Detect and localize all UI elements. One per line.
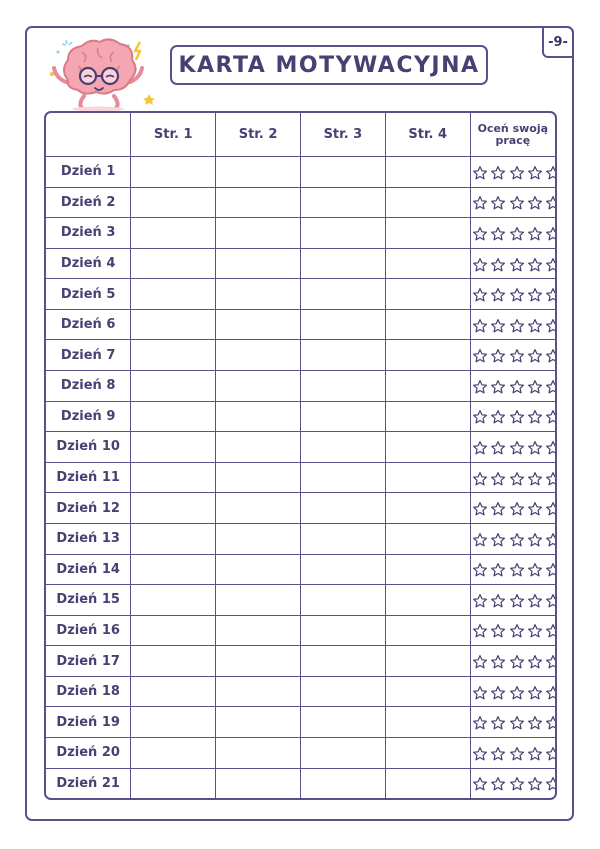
table-row	[46, 493, 555, 524]
star-outline-icon[interactable]	[490, 471, 506, 487]
star-rating[interactable]	[470, 309, 555, 340]
str2-cell[interactable]	[216, 187, 301, 218]
day-label: Dzień 13	[46, 523, 131, 554]
star-outline-icon[interactable]	[527, 685, 543, 701]
star-outline-icon[interactable]	[490, 195, 506, 211]
star-outline-icon[interactable]	[545, 318, 557, 334]
star-outline-icon[interactable]	[545, 746, 557, 762]
day-label: Dzień 18	[46, 676, 131, 707]
star-outline-icon[interactable]	[545, 654, 557, 670]
star-outline-icon[interactable]	[472, 165, 488, 181]
star-outline-icon[interactable]	[545, 257, 557, 273]
star-outline-icon[interactable]	[545, 409, 557, 425]
day-label: Dzień 15	[46, 585, 131, 616]
star-outline-icon[interactable]	[472, 318, 488, 334]
day-label: Dzień 3	[46, 218, 131, 249]
table-row	[46, 615, 555, 646]
day-label: Dzień 11	[46, 462, 131, 493]
str3-cell[interactable]	[300, 279, 385, 310]
str2-cell[interactable]	[216, 737, 301, 768]
star-outline-icon[interactable]	[545, 623, 557, 639]
star-outline-icon[interactable]	[490, 715, 506, 731]
str4-cell[interactable]	[385, 187, 470, 218]
table-row	[46, 187, 555, 218]
star-outline-icon[interactable]	[509, 685, 525, 701]
star-outline-icon[interactable]	[490, 257, 506, 273]
table-row	[46, 585, 555, 616]
str1-cell[interactable]	[131, 432, 216, 463]
str3-cell[interactable]	[300, 187, 385, 218]
day-label: Dzień 2	[46, 187, 131, 218]
star-rating[interactable]	[470, 187, 555, 218]
str4-cell[interactable]	[385, 401, 470, 432]
star-rating[interactable]	[470, 646, 555, 677]
str2-cell[interactable]	[216, 707, 301, 738]
day-label: Dzień 14	[46, 554, 131, 585]
page-number: -9-	[542, 26, 574, 58]
str4-cell[interactable]	[385, 340, 470, 371]
star-outline-icon[interactable]	[527, 226, 543, 242]
str3-cell[interactable]	[300, 737, 385, 768]
str4-cell[interactable]	[385, 707, 470, 738]
str3-cell[interactable]	[300, 615, 385, 646]
star-rating[interactable]	[470, 218, 555, 249]
star-outline-icon[interactable]	[472, 471, 488, 487]
star-outline-icon[interactable]	[472, 715, 488, 731]
star-outline-icon[interactable]	[527, 623, 543, 639]
star-outline-icon[interactable]	[545, 195, 557, 211]
star-outline-icon[interactable]	[545, 562, 557, 578]
star-outline-icon[interactable]	[545, 379, 557, 395]
star-outline-icon[interactable]	[545, 776, 557, 792]
star-outline-icon[interactable]	[545, 226, 557, 242]
star-outline-icon[interactable]	[509, 715, 525, 731]
table-header-row	[46, 113, 555, 157]
column-header-str2: Str. 2	[216, 113, 301, 157]
star-rating[interactable]	[470, 707, 555, 738]
str1-cell[interactable]	[131, 707, 216, 738]
star-outline-icon[interactable]	[490, 776, 506, 792]
star-outline-icon[interactable]	[509, 501, 525, 517]
star-outline-icon[interactable]	[472, 257, 488, 273]
star-rating[interactable]	[470, 676, 555, 707]
star-outline-icon[interactable]	[472, 654, 488, 670]
star-outline-icon[interactable]	[527, 409, 543, 425]
str4-cell[interactable]	[385, 768, 470, 798]
star-outline-icon[interactable]	[527, 715, 543, 731]
star-rating[interactable]	[470, 248, 555, 279]
star-rating[interactable]	[470, 615, 555, 646]
table-row	[46, 554, 555, 585]
column-header-str3: Str. 3	[300, 113, 385, 157]
star-outline-icon[interactable]	[509, 746, 525, 762]
star-outline-icon[interactable]	[472, 195, 488, 211]
str4-cell[interactable]	[385, 309, 470, 340]
str1-cell[interactable]	[131, 676, 216, 707]
star-outline-icon[interactable]	[472, 409, 488, 425]
day-label: Dzień 16	[46, 615, 131, 646]
str2-cell[interactable]	[216, 554, 301, 585]
day-label: Dzień 20	[46, 737, 131, 768]
str4-cell[interactable]	[385, 157, 470, 188]
table-row	[46, 340, 555, 371]
star-rating[interactable]	[470, 737, 555, 768]
star-rating[interactable]	[470, 401, 555, 432]
star-outline-icon[interactable]	[527, 562, 543, 578]
str4-cell[interactable]	[385, 462, 470, 493]
table-row	[46, 309, 555, 340]
str3-cell[interactable]	[300, 462, 385, 493]
star-outline-icon[interactable]	[545, 685, 557, 701]
star-outline-icon[interactable]	[490, 226, 506, 242]
str2-cell[interactable]	[216, 646, 301, 677]
str1-cell[interactable]	[131, 554, 216, 585]
star-outline-icon[interactable]	[472, 685, 488, 701]
day-label: Dzień 19	[46, 707, 131, 738]
table-row	[46, 768, 555, 798]
str3-cell[interactable]	[300, 585, 385, 616]
star-outline-icon[interactable]	[490, 654, 506, 670]
str1-cell[interactable]	[131, 187, 216, 218]
star-outline-icon[interactable]	[527, 318, 543, 334]
str2-cell[interactable]	[216, 585, 301, 616]
star-outline-icon[interactable]	[472, 776, 488, 792]
star-outline-icon[interactable]	[509, 532, 525, 548]
str1-cell[interactable]	[131, 646, 216, 677]
str1-cell[interactable]	[131, 768, 216, 798]
str4-cell[interactable]	[385, 218, 470, 249]
str3-cell[interactable]	[300, 554, 385, 585]
str3-cell[interactable]	[300, 707, 385, 738]
str1-cell[interactable]	[131, 248, 216, 279]
str1-cell[interactable]	[131, 218, 216, 249]
star-outline-icon[interactable]	[527, 593, 543, 609]
star-rating[interactable]	[470, 279, 555, 310]
star-outline-icon[interactable]	[490, 440, 506, 456]
star-outline-icon[interactable]	[527, 257, 543, 273]
str2-cell[interactable]	[216, 768, 301, 798]
star-outline-icon[interactable]	[472, 746, 488, 762]
star-outline-icon[interactable]	[472, 226, 488, 242]
star-outline-icon[interactable]	[509, 440, 525, 456]
str4-cell[interactable]	[385, 615, 470, 646]
day-label: Dzień 12	[46, 493, 131, 524]
star-outline-icon[interactable]	[545, 348, 557, 364]
str1-cell[interactable]	[131, 371, 216, 402]
str1-cell[interactable]	[131, 340, 216, 371]
str1-cell[interactable]	[131, 401, 216, 432]
day-label: Dzień 5	[46, 279, 131, 310]
column-header-str4: Str. 4	[385, 113, 470, 157]
star-outline-icon[interactable]	[509, 409, 525, 425]
column-header-day	[46, 113, 131, 157]
str3-cell[interactable]	[300, 676, 385, 707]
day-label: Dzień 10	[46, 432, 131, 463]
str4-cell[interactable]	[385, 432, 470, 463]
day-label: Dzień 9	[46, 401, 131, 432]
star-rating[interactable]	[470, 432, 555, 463]
star-outline-icon[interactable]	[509, 348, 525, 364]
str3-cell[interactable]	[300, 523, 385, 554]
str4-cell[interactable]	[385, 585, 470, 616]
str2-cell[interactable]	[216, 432, 301, 463]
str4-cell[interactable]	[385, 371, 470, 402]
star-rating[interactable]	[470, 585, 555, 616]
star-outline-icon[interactable]	[490, 685, 506, 701]
star-outline-icon[interactable]	[490, 348, 506, 364]
star-outline-icon[interactable]	[509, 562, 525, 578]
star-rating[interactable]	[470, 157, 555, 188]
day-label: Dzień 7	[46, 340, 131, 371]
day-label: Dzień 17	[46, 646, 131, 677]
str2-cell[interactable]	[216, 371, 301, 402]
str1-cell[interactable]	[131, 493, 216, 524]
table-row	[46, 401, 555, 432]
star-outline-icon[interactable]	[527, 195, 543, 211]
str1-cell[interactable]	[131, 157, 216, 188]
star-outline-icon[interactable]	[472, 532, 488, 548]
str1-cell[interactable]	[131, 615, 216, 646]
str2-cell[interactable]	[216, 218, 301, 249]
star-outline-icon[interactable]	[545, 715, 557, 731]
star-rating[interactable]	[470, 493, 555, 524]
str4-cell[interactable]	[385, 248, 470, 279]
star-outline-icon[interactable]	[472, 562, 488, 578]
str2-cell[interactable]	[216, 493, 301, 524]
str3-cell[interactable]	[300, 248, 385, 279]
str4-cell[interactable]	[385, 493, 470, 524]
str2-cell[interactable]	[216, 401, 301, 432]
str1-cell[interactable]	[131, 737, 216, 768]
day-label: Dzień 6	[46, 309, 131, 340]
star-outline-icon[interactable]	[472, 379, 488, 395]
star-outline-icon[interactable]	[490, 409, 506, 425]
star-outline-icon[interactable]	[509, 471, 525, 487]
star-outline-icon[interactable]	[509, 287, 525, 303]
star-rating[interactable]	[470, 768, 555, 798]
star-outline-icon[interactable]	[509, 165, 525, 181]
table-row	[46, 432, 555, 463]
str4-cell[interactable]	[385, 676, 470, 707]
star-outline-icon[interactable]	[490, 532, 506, 548]
str2-cell[interactable]	[216, 279, 301, 310]
star-outline-icon[interactable]	[490, 593, 506, 609]
str3-cell[interactable]	[300, 157, 385, 188]
star-outline-icon[interactable]	[527, 776, 543, 792]
star-outline-icon[interactable]	[490, 318, 506, 334]
star-outline-icon[interactable]	[527, 471, 543, 487]
star-outline-icon[interactable]	[490, 379, 506, 395]
star-outline-icon[interactable]	[527, 532, 543, 548]
page-title: KARTA MOTYWACYJNA	[170, 45, 488, 85]
star-outline-icon[interactable]	[472, 348, 488, 364]
star-outline-icon[interactable]	[509, 257, 525, 273]
star-outline-icon[interactable]	[509, 379, 525, 395]
table-row	[46, 218, 555, 249]
star-outline-icon[interactable]	[527, 746, 543, 762]
table-row	[46, 707, 555, 738]
table-row	[46, 462, 555, 493]
day-label: Dzień 1	[46, 157, 131, 188]
star-outline-icon[interactable]	[545, 471, 557, 487]
star-outline-icon[interactable]	[527, 501, 543, 517]
table-row	[46, 523, 555, 554]
day-label: Dzień 21	[46, 768, 131, 798]
star-outline-icon[interactable]	[509, 318, 525, 334]
str2-cell[interactable]	[216, 523, 301, 554]
str1-cell[interactable]	[131, 585, 216, 616]
star-outline-icon[interactable]	[545, 501, 557, 517]
star-outline-icon[interactable]	[490, 562, 506, 578]
column-header-str1: Str. 1	[131, 113, 216, 157]
star-outline-icon[interactable]	[509, 654, 525, 670]
star-outline-icon[interactable]	[545, 593, 557, 609]
table-row	[46, 646, 555, 677]
star-outline-icon[interactable]	[490, 623, 506, 639]
table-row	[46, 676, 555, 707]
str4-cell[interactable]	[385, 279, 470, 310]
star-outline-icon[interactable]	[509, 593, 525, 609]
column-header-rating: Oceń swoją pracę	[470, 113, 555, 157]
star-outline-icon[interactable]	[472, 593, 488, 609]
star-outline-icon[interactable]	[472, 440, 488, 456]
str2-cell[interactable]	[216, 309, 301, 340]
star-rating[interactable]	[470, 462, 555, 493]
brain-character-icon	[38, 32, 158, 112]
star-outline-icon[interactable]	[527, 440, 543, 456]
star-outline-icon[interactable]	[509, 226, 525, 242]
star-outline-icon[interactable]	[490, 746, 506, 762]
day-label: Dzień 4	[46, 248, 131, 279]
star-outline-icon[interactable]	[545, 287, 557, 303]
star-outline-icon[interactable]	[509, 195, 525, 211]
star-outline-icon[interactable]	[472, 287, 488, 303]
table-row	[46, 248, 555, 279]
star-outline-icon[interactable]	[490, 287, 506, 303]
str3-cell[interactable]	[300, 493, 385, 524]
star-outline-icon[interactable]	[509, 623, 525, 639]
table-row	[46, 279, 555, 310]
table-row	[46, 157, 555, 188]
str2-cell[interactable]	[216, 615, 301, 646]
day-label: Dzień 8	[46, 371, 131, 402]
star-rating[interactable]	[470, 523, 555, 554]
str4-cell[interactable]	[385, 523, 470, 554]
star-rating[interactable]	[470, 340, 555, 371]
str3-cell[interactable]	[300, 432, 385, 463]
str2-cell[interactable]	[216, 248, 301, 279]
str3-cell[interactable]	[300, 340, 385, 371]
str3-cell[interactable]	[300, 309, 385, 340]
str4-cell[interactable]	[385, 554, 470, 585]
str3-cell[interactable]	[300, 646, 385, 677]
star-outline-icon[interactable]	[545, 532, 557, 548]
star-outline-icon[interactable]	[545, 440, 557, 456]
star-outline-icon[interactable]	[527, 379, 543, 395]
table-row	[46, 737, 555, 768]
str4-cell[interactable]	[385, 646, 470, 677]
star-outline-icon[interactable]	[472, 501, 488, 517]
star-outline-icon[interactable]	[527, 654, 543, 670]
str2-cell[interactable]	[216, 676, 301, 707]
star-outline-icon[interactable]	[490, 165, 506, 181]
str2-cell[interactable]	[216, 340, 301, 371]
star-outline-icon[interactable]	[527, 287, 543, 303]
str4-cell[interactable]	[385, 737, 470, 768]
star-outline-icon[interactable]	[527, 348, 543, 364]
str2-cell[interactable]	[216, 157, 301, 188]
star-outline-icon[interactable]	[545, 165, 557, 181]
str1-cell[interactable]	[131, 462, 216, 493]
str3-cell[interactable]	[300, 768, 385, 798]
str1-cell[interactable]	[131, 523, 216, 554]
star-outline-icon[interactable]	[472, 623, 488, 639]
str3-cell[interactable]	[300, 401, 385, 432]
table-row	[46, 371, 555, 402]
str3-cell[interactable]	[300, 371, 385, 402]
star-rating[interactable]	[470, 371, 555, 402]
star-outline-icon[interactable]	[527, 165, 543, 181]
star-outline-icon[interactable]	[490, 501, 506, 517]
motivation-table	[44, 111, 557, 800]
str3-cell[interactable]	[300, 218, 385, 249]
str2-cell[interactable]	[216, 462, 301, 493]
str1-cell[interactable]	[131, 309, 216, 340]
star-rating[interactable]	[470, 554, 555, 585]
str1-cell[interactable]	[131, 279, 216, 310]
star-outline-icon[interactable]	[509, 776, 525, 792]
